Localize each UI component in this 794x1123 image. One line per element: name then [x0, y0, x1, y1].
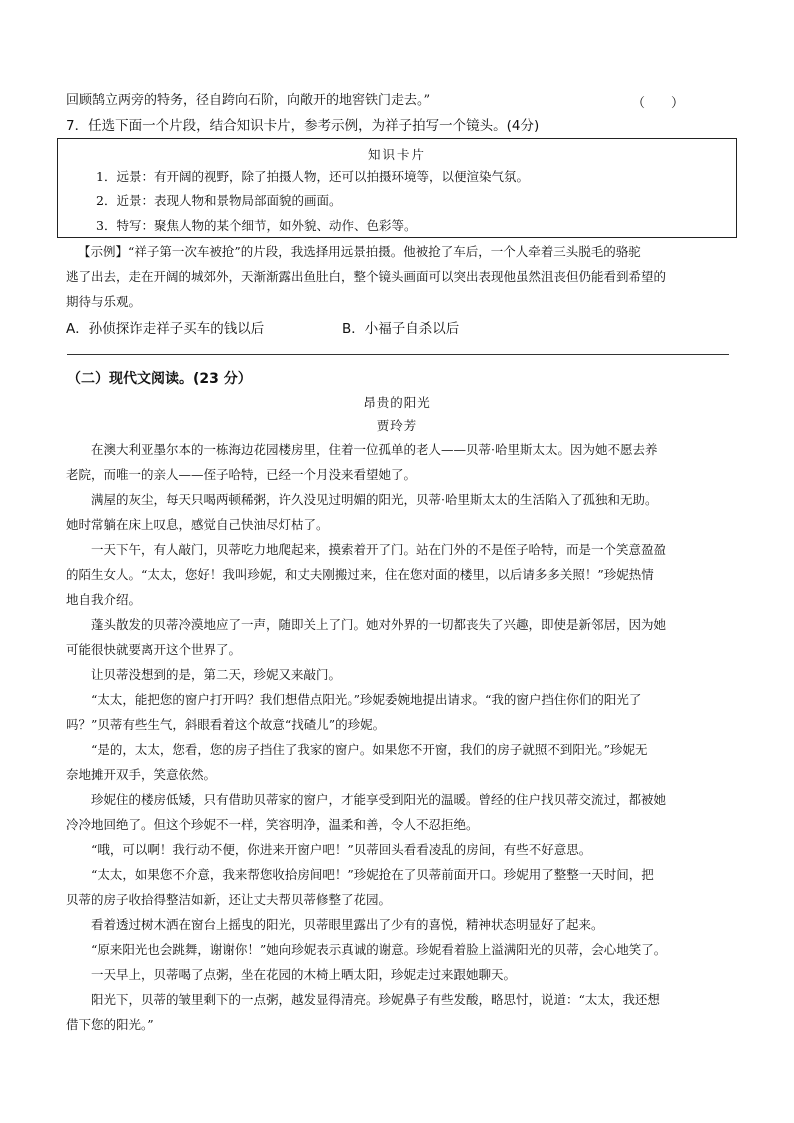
article-line: “是的，太太，您看，您的房子挡住了我家的窗户。如果您不开窗，我们的房子就照不到阳光。”珍妮无	[66, 742, 648, 757]
example-line: 期待与乐观。	[66, 294, 142, 309]
section-divider	[67, 354, 729, 355]
article-line: 她时常躺在床上叹息，感觉自己快油尽灯枯了。	[66, 517, 329, 532]
knowledge-card-item: 2．近景：表现人物和景物局部面貌的画面。	[96, 193, 342, 208]
article-line: 让贝蒂没想到的是，第二天，珍妮又来敲门。	[66, 667, 342, 682]
article-line: 冷冷地回绝了。但这个珍妮不一样，笑容明净，温柔和善，令人不忍拒绝。	[66, 817, 479, 832]
knowledge-card	[57, 138, 737, 238]
article-line: 一天下午，有人敲门，贝蒂吃力地爬起来，摸索着开了门。站在门外的不是侄子哈特，而是一个笑意盈盈	[66, 542, 667, 557]
option-b: B．小福子自杀以后	[342, 321, 460, 337]
article-line: 蓬头散发的贝蒂冷漠地应了一声，随即关上了门。她对外界的一切都丧失了兴趣，即使是新邻居，因为她	[66, 617, 667, 632]
article-line: 的陌生女人。“太太，您好！我叫珍妮，和丈夫刚搬过来，住在您对面的楼里，以后请多多关照！”珍妮热情	[66, 567, 654, 582]
article-line: “哦，可以啊！我行动不便，你进来开窗户吧！”贝蒂回头看看凌乱的房间，有些不好意思。	[66, 842, 592, 857]
article-line: 看着透过树木洒在窗台上摇曳的阳光，贝蒂眼里露出了少有的喜悦，精神状态明显好了起来。	[66, 917, 604, 932]
article-line: 一天早上，贝蒂喝了点粥，坐在花园的木椅上晒太阳，珍妮走过来跟她聊天。	[66, 967, 517, 982]
article-title: 昂贵的阳光	[363, 395, 431, 410]
article-line: 借下您的阳光。”	[66, 1017, 154, 1032]
article-line: 在澳大利亚墨尔本的一栋海边花园楼房里，住着一位孤单的老人——贝蒂·哈里斯太太。因为她不愿去养	[66, 442, 658, 457]
article-author: 贾玲芳	[376, 418, 418, 433]
article-line: 满屋的灰尘，每天只喝两顿稀粥，许久没见过明媚的阳光，贝蒂·哈里斯太太的生活陷入了孤独和无助。	[66, 492, 658, 507]
article-line: 珍妮住的楼房低矮，只有借助贝蒂家的窗户，才能享受到阳光的温暖。曾经的住户找贝蒂交流过，都被她	[66, 792, 667, 807]
answer-parenthesis: （ ）	[632, 96, 685, 111]
article-line: “太太，如果您不介意，我来帮您收拾房间吧！”珍妮抢在了贝蒂前面开口。珍妮用了整整一天时间，把	[66, 867, 654, 882]
article-line: 吗？”贝蒂有些生气，斜眼看着这个故意“找碴儿”的珍妮。	[66, 717, 386, 732]
article-line: 贝蒂的房子收拾得整洁如新，还让丈夫帮贝蒂修整了花园。	[66, 892, 392, 907]
article-line: 阳光下，贝蒂的皱里剩下的一点粥，越发显得清亮。珍妮鼻子有些发酸，略思忖，说道：“太太，我还想	[66, 992, 660, 1007]
knowledge-card-title: 知识卡片	[367, 147, 426, 162]
knowledge-card-item: 1．远景：有开阔的视野，除了拍摄人物，还可以拍摄环境等，以便渲染气氛。	[96, 169, 529, 184]
article-line: “原来阳光也会跳舞，谢谢你！”她向珍妮表示真诚的谢意。珍妮看着脸上溢满阳光的贝蒂，会心地笑了。	[66, 942, 667, 957]
article-line: 奈地摊开双手，笑意依然。	[66, 767, 217, 782]
knowledge-card-item: 3．特写：聚焦人物的某个细节，如外貌、动作、色彩等。	[96, 218, 417, 233]
question-7: 7．任选下面一个片段，结合知识卡片，参考示例，为祥子拍写一个镜头。(4分)	[66, 118, 540, 134]
example-line: 【示例】“祥子第一次车被抢”的片段，我选择用远景拍摄。他被抢了车后，一个人牵着三头脱毛的骆驼	[78, 244, 641, 259]
article-line: 可能很快就要离开这个世界了。	[66, 642, 242, 657]
example-line: 逃了出去，走在开阔的城郊外，天渐渐露出鱼肚白，整个镜头画面可以突出表现他虽然沮丧但仍能看到希望的	[66, 269, 667, 284]
section-heading: （二）现代文阅读。(23 分）	[67, 371, 252, 387]
article-line: 地自我介绍。	[66, 592, 142, 607]
continuation-line: 回顾鹄立两旁的特务，径自跨向石阶，向敞开的地窖铁门走去。”	[66, 93, 431, 108]
option-a: A．孙侦探诈走祥子买车的钱以后	[66, 321, 265, 337]
article-line: “太太，能把您的窗户打开吗？我们想借点阳光。”珍妮委婉地提出请求。“我的窗户挡住你们的阳光了	[66, 692, 642, 707]
article-line: 老院，而唯一的亲人——侄子哈特，已经一个月没来看望她了。	[66, 467, 417, 482]
